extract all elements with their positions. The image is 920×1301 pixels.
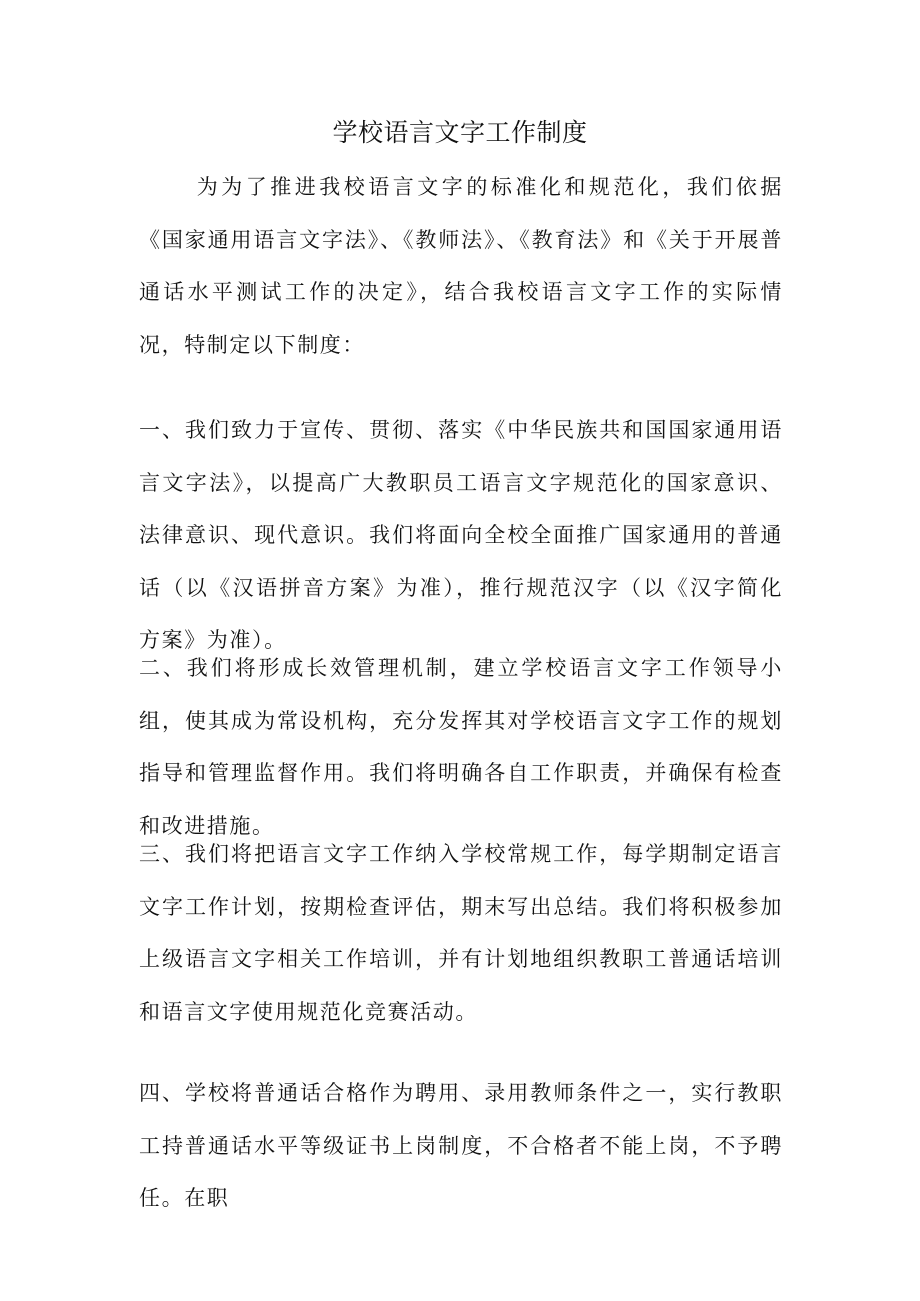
document-title: 学校语言文字工作制度 [332, 118, 588, 147]
section-4-paragraph: 四、学校将普通话合格作为聘用、录用教师条件之一，实行教职工持普通话水平等级证书上岗制度，不合格者不能上岗，不予聘任。在职 [139, 1081, 783, 1211]
section-2-paragraph: 二、我们将形成长效管理机制，建立学校语言文字工作领导小组，使其成为常设机构，充分发挥其对学校语言文字工作的规划指导和管理监督作用。我们将明确各自工作职责，并确保有检查和改进措施。 [139, 656, 783, 838]
section-3-paragraph: 三、我们将把语言文字工作纳入学校常规工作，每学期制定语言文字工作计划，按期检查评估，期末写出总结。我们将积极参加上级语言文字相关工作培训，并有计划地组织教职工普通话培训和语言文字使用规范化竞赛活动。 [139, 842, 783, 1024]
section-1-paragraph: 一、我们致力于宣传、贯彻、落实《中华民族共和国国家通用语言文字法》，以提高广大教职员工语言文字规范化的国家意识、法律意识、现代意识。我们将面向全校全面推广国家通用的普通话（以《汉语拼音方案》为准），推行规范汉字（以《汉字简化方案》为准）。 [139, 418, 783, 653]
intro-paragraph: 为为了推进我校语言文字的标准化和规范化，我们依据《国家通用语言文字法》、《教师法》、《教育法》和《关于开展普通话水平测试工作的决定》，结合我校语言文字工作的实际情况，特制定以下制度： [139, 175, 783, 357]
